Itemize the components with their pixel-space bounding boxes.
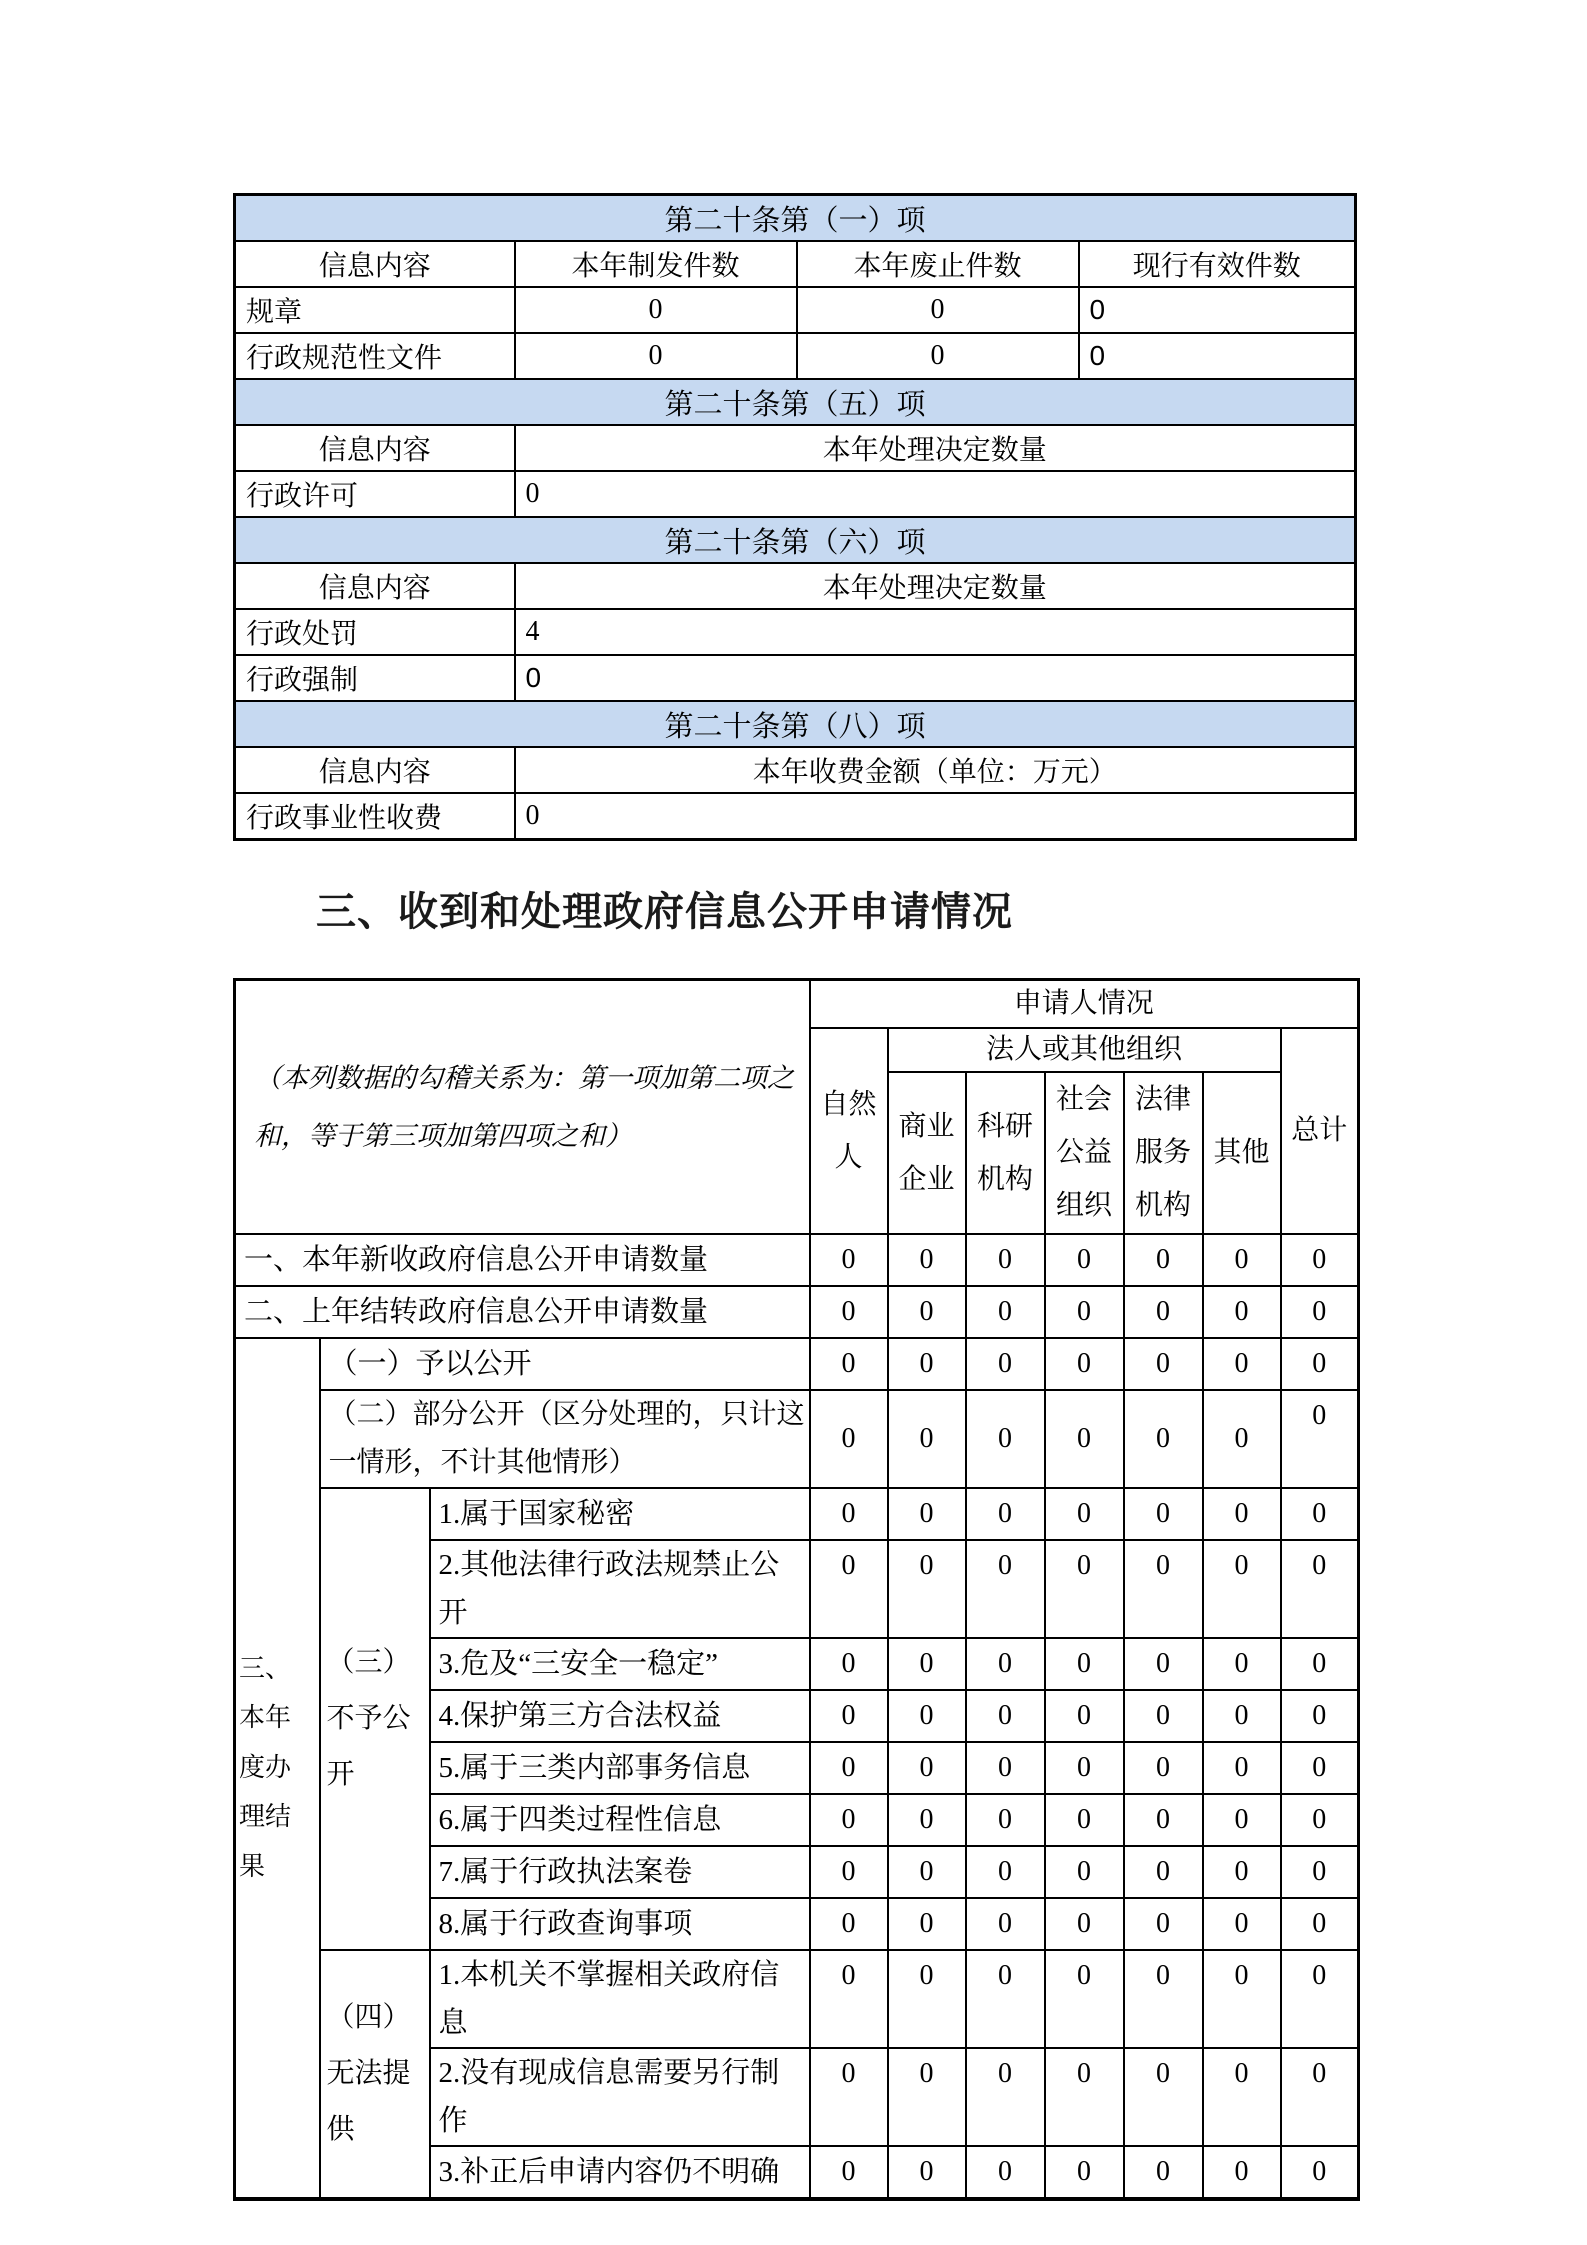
header-row-item5 [235,425,1356,471]
value-cell: 0 [1124,1638,1203,1690]
col-header-info-content: 信息内容 [235,425,515,471]
col-header-other: 其他 [1203,1072,1281,1234]
value-cell: 0 [888,1286,966,1338]
value-cell: 0 [1124,1338,1203,1390]
row-label: 规章 [235,287,515,333]
col-header-decisions: 本年处理决定数量 [515,563,1356,609]
value-cell: 0 [810,1390,888,1488]
value-cell: 0 [966,2048,1045,2146]
row-label: 5.属于三类内部事务信息 [430,1742,810,1794]
value-cell: 0 [797,333,1079,379]
value-cell: 0 [966,1638,1045,1690]
header-row-item6 [235,563,1356,609]
value-cell: 0 [1203,1638,1281,1690]
col-header-info-content: 信息内容 [235,563,515,609]
value-cell: 0 [888,1638,966,1690]
band-row-item6 [235,517,1356,563]
value-cell: 0 [1203,1950,1281,2048]
value-cell: 0 [966,1540,1045,1638]
value-cell: 0 [515,471,1356,517]
band-row-item1 [235,195,1356,242]
table-row-open-full [235,1338,1359,1390]
value-cell: 0 [1203,1794,1281,1846]
value-cell: 0 [1124,1846,1203,1898]
value-cell: 0 [1281,1794,1359,1846]
value-cell: 0 [1203,1690,1281,1742]
value-cell: 0 [810,1950,888,2048]
value-cell: 0 [1079,333,1356,379]
value-cell: 0 [1124,1286,1203,1338]
value-cell: 0 [888,2048,966,2146]
value-cell: 0 [1203,1898,1281,1950]
row-label: （二）部分公开（区分处理的，只计这一情形，不计其他情形） [320,1390,810,1488]
table-row-qiangzhi [235,655,1356,701]
band-title-item1: 第二十条第（一）项 [235,195,1356,242]
value-cell: 0 [1045,1286,1124,1338]
reconciliation-note: （本列数据的勾稽关系为：第一项加第二项之和，等于第三项加第四项之和） [235,980,810,1234]
value-cell: 0 [810,1898,888,1950]
col-header-natural-person: 自然人 [810,1028,888,1234]
table-row-guizhang [235,287,1356,333]
value-cell: 0 [810,1338,888,1390]
row-label: 3.补正后申请内容仍不明确 [430,2146,810,2199]
value-cell: 0 [810,1286,888,1338]
value-cell: 0 [810,2146,888,2199]
value-cell: 0 [1203,2048,1281,2146]
section3-title: 三、收到和处理政府信息公开申请情况 [316,890,1013,934]
header-row-item1 [235,241,1356,287]
value-cell: 0 [1281,1898,1359,1950]
col-header-abolished: 本年废止件数 [797,241,1079,287]
col-header-applicant-status: 申请人情况 [810,980,1359,1029]
band-title-item8: 第二十条第（八）项 [235,701,1356,747]
row-label: 二、上年结转政府信息公开申请数量 [235,1286,810,1338]
value-cell: 0 [1045,1338,1124,1390]
value-cell: 0 [1281,2048,1359,2146]
value-cell: 0 [966,1390,1045,1488]
value-cell: 0 [1045,2146,1124,2199]
row-label: 8.属于行政查询事项 [430,1898,810,1950]
row-label: 6.属于四类过程性信息 [430,1794,810,1846]
row-label: 行政处罚 [235,609,515,655]
value-cell: 0 [515,655,1356,701]
value-cell: 0 [888,1390,966,1488]
value-cell: 0 [810,1234,888,1286]
value-cell: 0 [1045,1794,1124,1846]
value-cell: 0 [1124,1742,1203,1794]
value-cell: 0 [1203,1286,1281,1338]
table-row-shoufei [235,793,1356,840]
value-cell: 0 [1045,1950,1124,2048]
row-label: 一、本年新收政府信息公开申请数量 [235,1234,810,1286]
value-cell: 0 [1124,2048,1203,2146]
group-label-annual-results: 三、本年度办理结果 [235,1338,320,2199]
value-cell: 0 [1281,2146,1359,2199]
value-cell: 0 [966,1846,1045,1898]
table-row-chufa [235,609,1356,655]
col-header-total: 总计 [1281,1028,1359,1234]
value-cell: 0 [1281,1488,1359,1540]
value-cell: 0 [810,1638,888,1690]
band-row-item5 [235,379,1356,425]
value-cell: 0 [1281,1950,1359,2048]
value-cell: 4 [515,609,1356,655]
table-row-new-requests [235,1234,1359,1286]
col-header-decisions: 本年处理决定数量 [515,425,1356,471]
value-cell: 0 [1045,1234,1124,1286]
col-header-issued: 本年制发件数 [515,241,797,287]
value-cell: 0 [1203,1234,1281,1286]
row-label: 行政强制 [235,655,515,701]
value-cell: 0 [1045,1390,1124,1488]
table-row-deny-1 [235,1488,1359,1540]
value-cell: 0 [966,2146,1045,2199]
col-header-fees: 本年收费金额（单位：万元） [515,747,1356,793]
value-cell: 0 [515,793,1356,840]
value-cell: 0 [810,1540,888,1638]
value-cell: 0 [1281,1540,1359,1638]
category-label-deny: （三）不予公开 [320,1488,430,1950]
row-label: 行政许可 [235,471,515,517]
table-row-carryover-requests [235,1286,1359,1338]
band-title-item5: 第二十条第（五）项 [235,379,1356,425]
row-label: 3.危及“三安全一稳定” [430,1638,810,1690]
row-label: 2.其他法律行政法规禁止公开 [430,1540,810,1638]
row-label: 7.属于行政执法案卷 [430,1846,810,1898]
value-cell: 0 [966,1742,1045,1794]
value-cell: 0 [810,1488,888,1540]
value-cell: 0 [1124,1488,1203,1540]
value-cell: 0 [1281,1638,1359,1690]
value-cell: 0 [1045,1690,1124,1742]
category-label-unable: （四）无法提供 [320,1950,430,2199]
applications-table [233,978,1360,2201]
table-row-xuke [235,471,1356,517]
col-header-legal-service: 法律服务机构 [1124,1072,1203,1234]
header-row-item8 [235,747,1356,793]
value-cell: 0 [810,1742,888,1794]
value-cell: 0 [515,287,797,333]
value-cell: 0 [1124,1794,1203,1846]
value-cell: 0 [1124,1540,1203,1638]
value-cell: 0 [1281,1286,1359,1338]
value-cell: 0 [1045,1898,1124,1950]
value-cell: 0 [1203,1338,1281,1390]
value-cell: 0 [1281,1846,1359,1898]
value-cell: 0 [888,1690,966,1742]
value-cell: 0 [1203,1488,1281,1540]
value-cell: 0 [888,1846,966,1898]
value-cell: 0 [888,2146,966,2199]
value-cell: 0 [1281,1690,1359,1742]
value-cell: 0 [1045,1742,1124,1794]
value-cell: 0 [1281,1234,1359,1286]
value-cell: 0 [888,1950,966,2048]
value-cell: 0 [810,1794,888,1846]
row-label: 行政规范性文件 [235,333,515,379]
row-label: 行政事业性收费 [235,793,515,840]
value-cell: 0 [966,1488,1045,1540]
value-cell: 0 [1124,1690,1203,1742]
row-label: 2.没有现成信息需要另行制作 [430,2048,810,2146]
value-cell: 0 [810,2048,888,2146]
value-cell: 0 [1045,1638,1124,1690]
article20-table [233,193,1357,841]
value-cell: 0 [1045,2048,1124,2146]
table-row-open-partial [235,1390,1359,1488]
col-header-public-welfare: 社会公益组织 [1045,1072,1124,1234]
value-cell: 0 [1203,1846,1281,1898]
value-cell: 0 [888,1742,966,1794]
col-header-effective: 现行有效件数 [1079,241,1356,287]
value-cell: 0 [1281,1338,1359,1390]
value-cell: 0 [1045,1540,1124,1638]
value-cell: 0 [1124,2146,1203,2199]
col-header-legal-org: 法人或其他组织 [888,1028,1281,1072]
row-label: 1.属于国家秘密 [430,1488,810,1540]
value-cell: 0 [1203,1742,1281,1794]
row-label: （一）予以公开 [320,1338,810,1390]
value-cell: 0 [810,1846,888,1898]
value-cell: 0 [1079,287,1356,333]
header-row-applicant [235,980,1359,1029]
value-cell: 0 [1203,2146,1281,2199]
band-title-item6: 第二十条第（六）项 [235,517,1356,563]
value-cell: 0 [810,1690,888,1742]
value-cell: 0 [797,287,1079,333]
value-cell: 0 [1124,1950,1203,2048]
value-cell: 0 [888,1794,966,1846]
value-cell: 0 [888,1898,966,1950]
value-cell: 0 [1281,1390,1359,1488]
table-row-guifan [235,333,1356,379]
value-cell: 0 [1281,1742,1359,1794]
value-cell: 0 [966,1338,1045,1390]
value-cell: 0 [515,333,797,379]
value-cell: 0 [966,1234,1045,1286]
row-label: 1.本机关不掌握相关政府信息 [430,1950,810,2048]
col-header-info-content: 信息内容 [235,747,515,793]
value-cell: 0 [966,1898,1045,1950]
value-cell: 0 [966,1690,1045,1742]
table-row-unable-1 [235,1950,1359,2048]
band-row-item8 [235,701,1356,747]
value-cell: 0 [966,1794,1045,1846]
value-cell: 0 [1203,1540,1281,1638]
value-cell: 0 [1203,1390,1281,1488]
row-label: 4.保护第三方合法权益 [430,1690,810,1742]
value-cell: 0 [1124,1234,1203,1286]
col-header-commercial: 商业企业 [888,1072,966,1234]
value-cell: 0 [888,1540,966,1638]
col-header-info-content: 信息内容 [235,241,515,287]
value-cell: 0 [1045,1846,1124,1898]
value-cell: 0 [1045,1488,1124,1540]
value-cell: 0 [888,1488,966,1540]
value-cell: 0 [888,1338,966,1390]
value-cell: 0 [1124,1390,1203,1488]
value-cell: 0 [966,1950,1045,2048]
col-header-research: 科研机构 [966,1072,1045,1234]
value-cell: 0 [1124,1898,1203,1950]
value-cell: 0 [888,1234,966,1286]
value-cell: 0 [966,1286,1045,1338]
